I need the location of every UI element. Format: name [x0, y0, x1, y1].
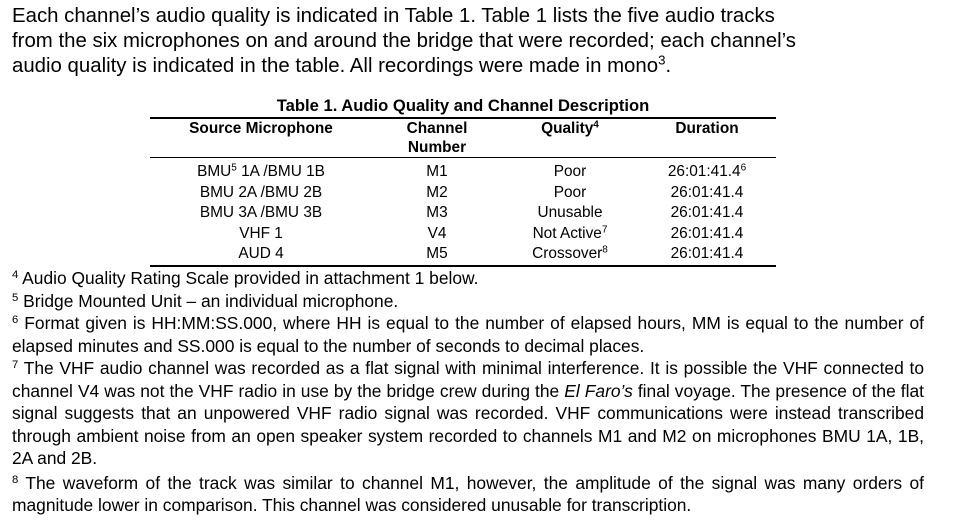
footnote-ref-6: 6: [740, 162, 747, 174]
cell-source-text: BMU: [197, 163, 232, 180]
footnote-text-continued: final voyage. The presence of the flat signal suggests that an unpowered VHF radio signal was recorded. VHF communications were instead transcribed through ambient noise from an open speaker system recorded to channels M1 and M2 on microphones BMU 1A, 1B, 2A and 2B.: [12, 380, 924, 468]
header-duration: Duration: [638, 118, 776, 158]
footnote-mark: 7: [12, 358, 19, 371]
cell-source: AUD 4: [150, 244, 372, 266]
footnote-ref-4: 4: [593, 119, 599, 131]
cell-quality: Poor: [553, 163, 587, 180]
cell-source: VHF 1: [239, 224, 283, 242]
header-quality-label: Quality: [541, 120, 594, 137]
cell-duration: 26:01:41.4: [670, 183, 744, 201]
table-header-row: [150, 118, 776, 158]
cell-quality-text: Crossover: [532, 245, 603, 262]
cell-source: [150, 158, 372, 183]
header-quality: [502, 118, 638, 158]
table-row: [150, 244, 776, 266]
footnote-text: Bridge Mounted Unit – an individual microphone.: [18, 290, 399, 311]
footnote-text: Format given is HH:MM:SS.000, where HH is equal to the number of elapsed hours, MM is equal to the number of elapsed minutes and SS.000 is equal to the number of seconds to decimal places.: [12, 313, 924, 356]
cell-source-rest: 1A /BMU 1B: [236, 163, 325, 180]
footnote-text: The waveform of the track was similar to channel M1, however, the amplitude of the signal was many orders of magnitude lower in comparison. This channel was considered unusable for transcription.: [12, 472, 924, 515]
cell-source: BMU 2A /BMU 2B: [199, 183, 323, 201]
cell-quality: Poor: [553, 183, 587, 201]
footnote-6: [12, 312, 924, 357]
cell-channel: M2: [426, 183, 448, 201]
header-channel-line-1: Channel: [406, 120, 468, 137]
footnote-mark: 5: [12, 291, 19, 304]
footnote-5: [12, 290, 924, 313]
cell-duration-text: 26:01:41.4: [667, 163, 741, 180]
footnote-ref-3: 3: [658, 52, 666, 68]
intro-line-2: from the six microphones on and around the bridge that were recorded; each channel’s: [12, 30, 797, 52]
cell-duration: 26:01:41.4: [638, 244, 776, 266]
footnote-ref-8: 8: [602, 244, 608, 256]
table-row: [150, 224, 776, 245]
table-row: [150, 203, 776, 224]
header-source-microphone: Source Microphone: [150, 118, 372, 158]
cell-channel: M5: [372, 244, 502, 266]
cell-quality: [502, 224, 638, 245]
cell-quality: Unusable: [537, 204, 603, 221]
cell-source: BMU 3A /BMU 3B: [199, 204, 323, 221]
footnote-mark: 6: [12, 313, 19, 326]
cell-quality: [502, 244, 638, 266]
table-row: [150, 158, 776, 183]
intro-line-3-text: audio quality is indicated in the table. All recordings were made in mono: [12, 55, 659, 77]
footnote-ref-5: 5: [231, 162, 237, 174]
cell-duration: 26:01:41.4: [670, 204, 744, 221]
table-caption: Table 1. Audio Quality and Channel Description: [276, 96, 650, 115]
cell-channel: M3: [426, 204, 448, 221]
footnote-mark: 8: [12, 473, 19, 486]
footnote-text: The VHF audio channel was recorded as a flat signal with minimal interference. It is possible the VHF connected to channel V4 was not the VHF radio in use by the bridge crew during the: [12, 358, 924, 401]
footnote-text: Audio Quality Rating Scale provided in attachment 1 below.: [18, 268, 479, 288]
header-channel-number: [372, 118, 502, 158]
table-row: [150, 183, 776, 204]
footnote-7: [12, 357, 924, 470]
audio-quality-table: [150, 117, 776, 267]
cell-duration: [638, 158, 776, 183]
cell-quality-text: Not Active: [532, 224, 602, 242]
footnote-ref-7: 7: [601, 224, 608, 235]
intro-paragraph: [12, 4, 948, 79]
footnote-mark: 4: [12, 268, 19, 281]
intro-line-1: Each channel’s audio quality is indicated in Table 1. Table 1 lists the five audio tracks: [12, 5, 775, 27]
cell-duration: 26:01:41.4: [670, 224, 744, 242]
footnote-8: [12, 472, 924, 517]
footnotes: [12, 267, 924, 517]
footnote-4: [12, 267, 924, 290]
header-channel-line-2: Number: [407, 139, 467, 156]
footnote-italic-vessel: El Faro’s: [564, 380, 633, 401]
intro-line-3: [12, 54, 948, 79]
cell-channel: V4: [427, 224, 447, 242]
intro-line-3-end: .: [665, 55, 672, 77]
cell-channel: M1: [426, 163, 448, 180]
